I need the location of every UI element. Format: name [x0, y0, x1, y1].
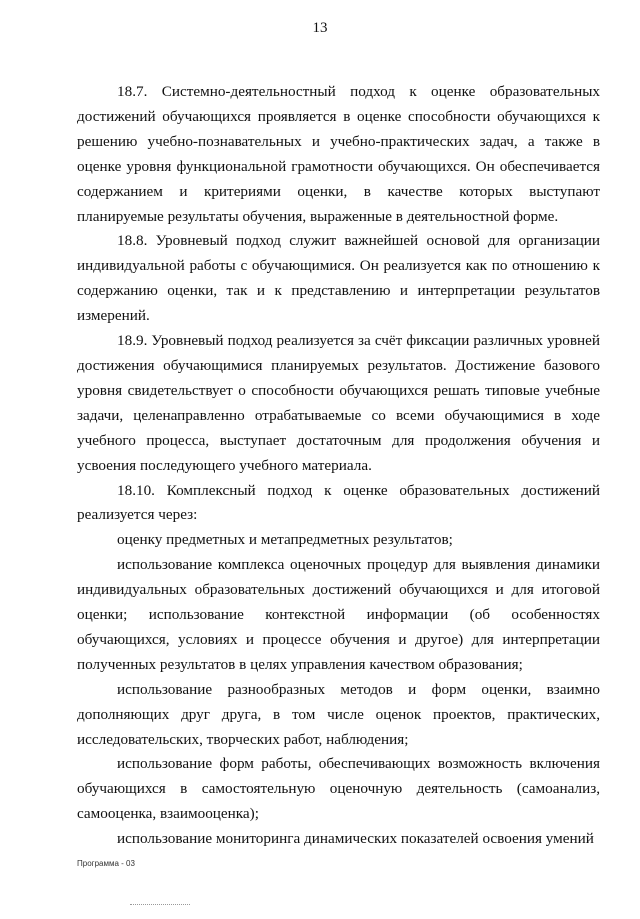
document-body [77, 80, 600, 852]
paragraph-18-7: 18.7. Системно-деятельностный подход к оценке образовательных достижений обучающихся проявляется в оценке способности обучающихся к решению учебно-познавательных и учебно-практических задач, а также в оценке уровня функциональной грамотности обучающихся. Он обеспечивается содержанием и критериями оценки, в качестве которых выступают планируемые результаты обучения, выраженные в деятельностной форме. [77, 83, 600, 225]
footer-program-label: Программа - 03 [77, 859, 135, 868]
paragraph-18-8: 18.8. Уровневый подход служит важнейшей основой для организации индивидуальной работы с обучающимися. Он реализуется как по отношению к содержанию оценки, так и к представлению и интерпретации результатов измерений. [77, 232, 600, 325]
list-item-assessment-methods: использование разнообразных методов и форм оценки, взаимно дополняющих друг друга, в том числе оценок проектов, практических, исследовательских, творческих работ, наблюдения; [77, 680, 600, 748]
scan-artifact [130, 904, 190, 907]
list-item-monitoring: использование мониторинга динамических показателей освоения умений [117, 830, 594, 848]
list-item-self-assessment: использование форм работы, обеспечивающих возможность включения обучающихся в самостоятельную оценочную деятельность (самоанализ, самооценка, взаимооценка); [77, 755, 600, 823]
page-number: 13 [312, 20, 328, 36]
list-item-subject-results: оценку предметных и метапредметных результатов; [117, 531, 453, 549]
paragraph-18-10: 18.10. Комплексный подход к оценке образовательных достижений реализуется через: [77, 481, 600, 524]
paragraph-18-9: 18.9. Уровневый подход реализуется за счёт фиксации различных уровней достижения обучающимися планируемых результатов. Достижение базового уровня свидетельствует о способности обучающихся решать типовые учебные задачи, целенаправленно отрабатываемые со всеми обучающимися в ходе учебного процесса, выступает достаточным для продолжения обучения и усвоения последующего учебного материала. [77, 332, 600, 474]
list-item-assessment-procedures: использование комплекса оценочных процедур для выявления динамики индивидуальных образовательных достижений обучающихся и для итоговой оценки; использование контекстной информации (об особенностях обучающихся, условиях и процессе обучения и другое) для интерпретации полученных результатов в целях управления качеством образования; [77, 556, 600, 673]
